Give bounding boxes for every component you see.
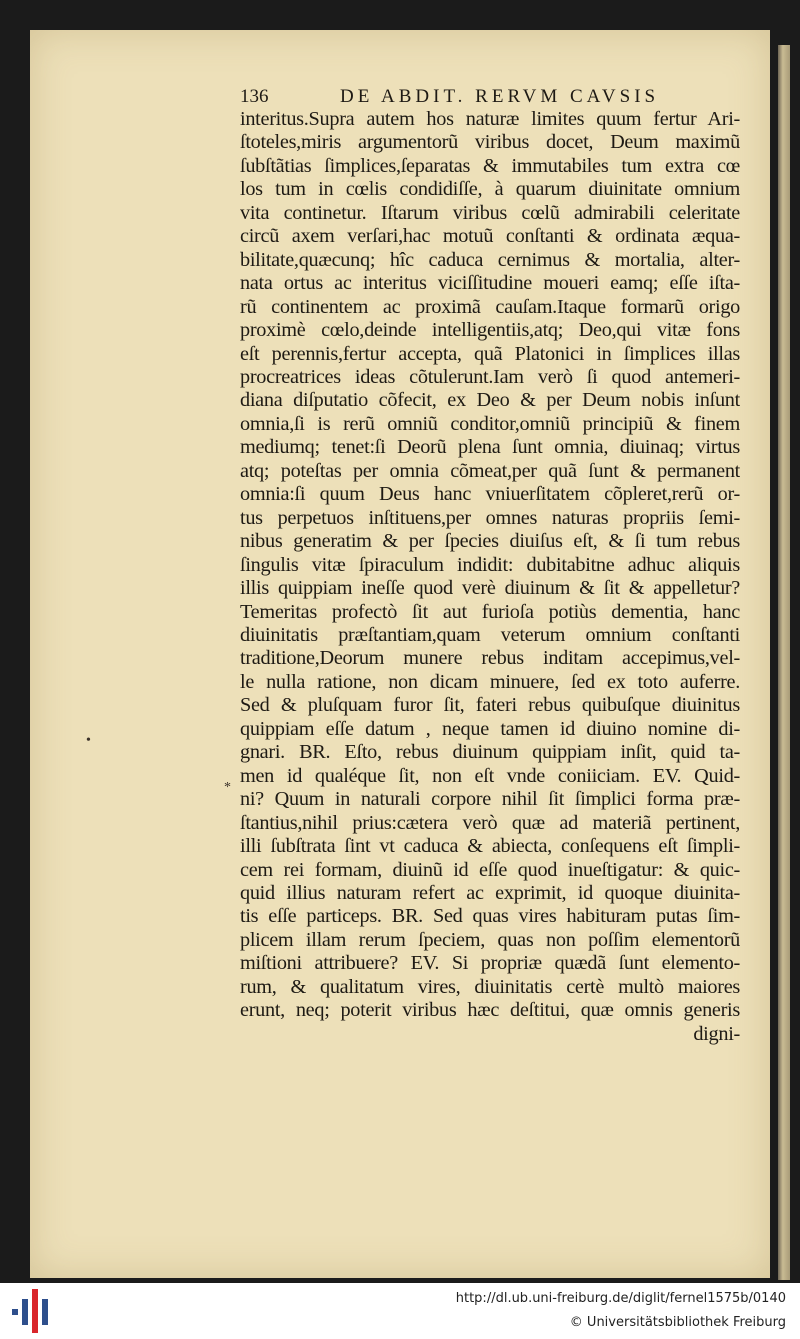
text-line: illis quippiam ineſſe quod verè diuinum & ſit & appelletur? [240,577,740,600]
copyright-notice: © Universitätsbibliothek Freiburg [569,1315,786,1330]
text-line: rũ continentem ac proximã cauſam.Itaque formarũ origo [240,295,740,318]
text-line: eſt perennis,fertur accepta, quã Platonici in ſimplices illas [240,342,740,365]
margin-mark: * [224,780,231,795]
page-number: 136 [240,86,269,107]
text-line: omnia,ſi is rerũ omniũ conditor,omniũ principiũ & finem [240,412,740,435]
text-line: vita continetur. Iſtarum viribus cœlũ admirabili celeritate [240,201,740,224]
catchword: digni- [693,1022,740,1045]
text-line: ſingulis vitæ ſpiraculum indidit: dubitabitne adhuc aliquis [240,553,740,576]
text-line: mediumq; tenet:ſi Deorũ plena ſunt omnia, diuinaq; virtus [240,436,740,459]
text-line: cem rei formam, diuinũ id eſſe quod inueſtigatur: & quic- [240,858,740,881]
margin-mark: • [86,733,91,748]
text-line: tis eſſe particeps. BR. Sed quas vires habituram putas ſim- [240,905,740,928]
text-line: ſubſtãtias ſimplices,ſeparatas & immutabiles tum extra cœ [240,154,740,177]
library-logo-icon [12,1289,52,1333]
text-line: nibus generatim & per ſpecies diuiſus eſt, & ſi tum rebus [240,530,740,553]
running-head: DE ABDIT. RERVM CAVSIS [340,86,660,107]
permalink-link[interactable]: http://dl.ub.uni-freiburg.de/diglit/fernel1575b/0140 [455,1291,786,1306]
page-edge [778,45,790,1280]
text-line: rum, & qualitatum vires, diuinitatis certè multò maiores [240,975,740,998]
text-line: diana diſputatio cõfecit, ex Deo & per Deum nobis inſunt [240,389,740,412]
text-line: interitus.Supra autem hos naturæ limites quum fertur Ari- [240,108,740,130]
text-line: omnia:ſi quum Deus hanc vniuerſitatem cõpleret,rerũ or- [240,483,740,506]
text-line: ni? Quum in naturali corpore nihil ſit ſimplici forma præ- [240,788,740,811]
text-line: quid illius naturam refert ac exprimit, id quoque diuinita- [240,881,740,904]
text-line: le nulla ratione, non dicam minuere, ſed ex toto auferre. [240,670,740,693]
text-line: los tum in cœlis condidiſſe, à quarum diuinitate omnium [240,178,740,201]
text-line: circũ axem verſari,hac motuũ conſtanti & ordinata æqua- [240,225,740,248]
text-line: nata ortus ac interitus viciſſitudine moueri eamq; eſſe iſta- [240,272,740,295]
text-line: Sed & pluſquam furor ſit, fateri rebus quibuſque diuinitus [240,694,740,717]
text-line: atq; poteſtas per omnia cõmeat,per quã ſunt & permanent [240,459,740,482]
text-line: tus perpetuos inſtituens,per omnes naturas propriis ſemi- [240,506,740,529]
text-line: ſtoteles,miris argumentorũ viribus docet, Deum maximũ [240,131,740,154]
text-line: quippiam eſſe datum , neque tamen id diuino nomine di- [240,717,740,740]
text-line: bilitate,quæcunq; hîc caduca cernimus & mortalia, alter- [240,248,740,271]
text-line: illi ſubſtrata ſint vt caduca & abiecta, conſequens eſt ſimpli- [240,835,740,858]
text-line: men id qualéque ſit, non eſt vnde coniiciam. EV. Quid- [240,764,740,787]
text-line: diuinitatis præſtantiam,quam veterum omnium conſtanti [240,623,740,646]
text-line: ſtantius,nihil prius:cætera verò quæ ad materiã pertinent, [240,811,740,834]
text-line: procreatrices ideas cõtulerunt.Iam verò ſi quod antemeri- [240,365,740,388]
text-line: miſtioni attribuere? EV. Si propriæ quædã ſunt elemento- [240,952,740,975]
text-line: plicem illam rerum ſpeciem, quas non poſſim elementorũ [240,928,740,951]
text-line: Temeritas profectò ſit aut furioſa potiùs dementia, hanc [240,600,740,623]
text-line: erunt, neq; poterit viribus hæc deſtitui, quæ omnis generis [240,999,740,1022]
text-line: traditione,Deorum munere rebus inditam accepimus,vel- [240,647,740,670]
viewer-footer [0,1283,800,1339]
page-header [240,86,740,110]
text-line: proximè cœlo,deinde intelligentiis,atq; Deo,qui vitæ fons [240,319,740,342]
body-text [240,108,740,1046]
text-line: gnari. BR. Eſto, rebus diuinum quippiam inſit, quid ta- [240,741,740,764]
